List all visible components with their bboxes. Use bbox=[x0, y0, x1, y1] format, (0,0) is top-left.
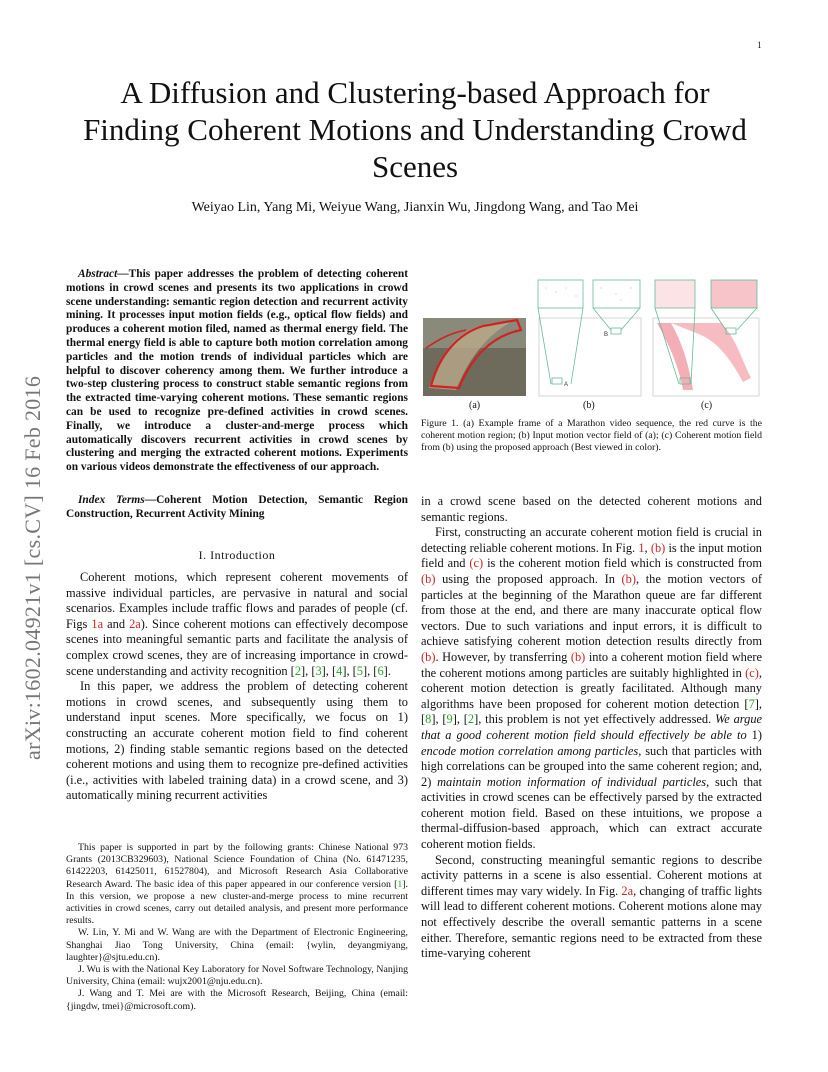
page-number: 1 bbox=[757, 40, 762, 50]
footnotes bbox=[66, 842, 408, 1013]
cite-3[interactable]: 3 bbox=[315, 663, 322, 678]
figure-label-a: (a) bbox=[469, 400, 481, 411]
footnote-msr: J. Wang and T. Mei are with the Microsoft Research, Beijing, China (email: {jingdw, tmei}@microsoft.com). bbox=[66, 988, 408, 1012]
fig-ref-1b[interactable]: (b) bbox=[421, 649, 436, 664]
figure-1 bbox=[421, 278, 762, 398]
footnote-nju: J. Wu is with the National Key Laboratory for Novel Software Technology, Nanjing University, China (email: wujx2001@nju.edu.cn). bbox=[66, 964, 408, 988]
abstract bbox=[66, 268, 408, 475]
index-terms-lead: Index Terms bbox=[78, 494, 145, 506]
fig-ref-1a[interactable]: 1a bbox=[91, 616, 104, 631]
index-terms bbox=[66, 494, 408, 522]
abstract-lead: Abstract bbox=[78, 268, 118, 280]
fig-ref-2a[interactable]: 2a bbox=[129, 616, 141, 631]
marker-b: B bbox=[604, 332, 609, 338]
intro-paragraph-1: Coherent motions, which represent coherent movements of massive individual particles, are pervasive in natural and social scenarios. Examples include traffic flows and parades of people (cf. Figs 1a and 2a). Since coherent motions can effectively decompose scenes into meaningful semantic parts and facilitate the analysis of complex crowd scenes, they are of increasing importance in crowd-scene understanding and activity recognition [2], [3], [4], [5], [6]. bbox=[66, 570, 408, 678]
fig-ref-1c[interactable]: (c) bbox=[469, 556, 484, 571]
paper-title: A Diffusion and Clustering-based Approach for Finding Coherent Motions and Understanding Crowd Scenes bbox=[83, 75, 747, 184]
cite-2[interactable]: 2 bbox=[467, 712, 475, 727]
fig-ref-1b[interactable]: (b) bbox=[421, 571, 436, 586]
figure-1c-coherent-field bbox=[653, 280, 759, 396]
right-paragraph-0: in a crowd scene based on the detected coherent motions and semantic regions. bbox=[421, 494, 762, 524]
section-heading-introduction: I. Introduction bbox=[198, 548, 276, 562]
right-paragraph-1: First, constructing an accurate coherent motion field is crucial in detecting reliable coherent motions. In Fig. 1, (b) is the input motion field and (c) is the coherent motion field which is constructed from (b) using the proposed approach. In (b), the motion vectors of particles at the beginning of the Marathon queue are far different from those at the end, and there are many inaccurate optical flow vectors. Due to such variations and input errors, it is difficult to achieve satisfying coherent motion detection results directly from (b). However, by transferring (b) into a coherent motion field where the coherent motions among particles are suitably highlighted in (c), coherent motion detection is greatly facilitated. Although many algorithms have been proposed for coherent motion detection [7], [8], [9], [2], this problem is not yet effectively addressed. We argue that a good coherent motion field should effectively be able to 1) encode motion correlation among particles, such that particles with high correlations can be grouped into the same coherent region; and, 2) maintain motion information of individual particles, such that activities in crowd scenes can be effectively parsed by the extracted coherent motion field. Based on these intuitions, we propose a thermal-diffusion-based approach, which can extract accurate coherent motion fields. bbox=[421, 525, 763, 852]
author-list: Weiyao Lin, Yang Mi, Weiyue Wang, Jianxin Wu, Jingdong Wang, and Tao Mei bbox=[191, 200, 639, 215]
cite-2[interactable]: 2 bbox=[294, 663, 302, 678]
fig-ref-1[interactable]: 1 bbox=[638, 540, 645, 555]
arxiv-watermark: arXiv:1602.04921v1 [cs.CV] 16 Feb 2016 bbox=[20, 375, 45, 760]
fig-ref-1b[interactable]: (b) bbox=[621, 571, 636, 586]
fig-ref-1b[interactable]: (b) bbox=[570, 649, 586, 664]
figure-1b-input-field bbox=[538, 280, 641, 396]
cite-9[interactable]: 9 bbox=[446, 712, 453, 727]
cite-4[interactable]: 4 bbox=[336, 663, 343, 678]
fig-ref-1c[interactable]: (c) bbox=[745, 665, 759, 680]
abstract-text: —This paper addresses the problem of detecting coherent motions in crowd scenes and presents its two applications in crowd scene understanding: semantic region detection and recurrent activity mining. It processes input motion fields (e.g., optical flow fields) and produces a coherent motion filed, named as thermal energy field. The thermal energy field is able to capture both motion correlation among particles and the motion trends of individual particles which are helpful to discover coherency among them. We further introduce a two-step clustering process to construct stable semantic regions from the extracted time-varying coherent motions. These semantic regions can be used to recognize pre-defined activities in crowd scenes. Finally, we introduce a cluster-and-merge process which automatically discovers recurrent activities in crowd scenes by clustering and merging the extracted coherent motions. Experiments on various videos demonstrate the effectiveness of our approach. bbox=[66, 268, 408, 474]
cite-7[interactable]: 7 bbox=[748, 696, 755, 711]
figure-label-b: (b) bbox=[583, 400, 595, 411]
fig-ref-1b[interactable]: (b) bbox=[650, 540, 666, 555]
figure-1-caption: Figure 1. (a) Example frame of a Marathon video sequence, the red curve is the coherent motion region; (b) Input motion vector field of (a); (c) Coherent motion field from (b) using the proposed approach (Best viewed in color). bbox=[421, 418, 762, 454]
intro-paragraph-2: In this paper, we address the problem of detecting coherent motions in crowd scenes, and subsequently using them to understand input scenes. More specifically, we focus on 1) constructing an accurate coherent motion field to find coherent motions, 2) finding stable semantic regions based on the detected coherent motions and using them to recognize pre-defined activities (i.e., activities with labeled training data) in a crowd scene, and 3) automatically mining recurrent activities bbox=[66, 679, 408, 803]
fig-ref-2a[interactable]: 2a bbox=[621, 883, 634, 898]
cite-5[interactable]: 5 bbox=[356, 663, 363, 678]
index-terms-text: —Coherent Motion Detection, Semantic Region Construction, Recurrent Activity Mining bbox=[66, 494, 408, 520]
footnote-sjtu: W. Lin, Y. Mi and W. Wang are with the Department of Electronic Engineering, Shanghai Jiao Tong University, China (email: {wylin, deyangmiyang, laughter}@sjtu.edu.cn). bbox=[66, 927, 408, 963]
right-column-body bbox=[421, 494, 762, 962]
right-paragraph-2: Second, constructing meaningful semantic regions to describe activity patterns in a scene is also essential. Coherent motions at different times may vary widely. In Fig. 2a, changing of traffic lights will lead to different coherent motions. Coherent motions alone may not effectively describe the overall semantic patterns in a scene either. Therefore, semantic regions need to be extracted from these time-varying coherent bbox=[421, 852, 762, 961]
introduction-body bbox=[66, 570, 408, 804]
figure-1a-photo bbox=[423, 318, 526, 396]
cite-8[interactable]: 8 bbox=[425, 712, 432, 727]
cite-6[interactable]: 6 bbox=[377, 663, 384, 678]
figure-label-c: (c) bbox=[701, 400, 713, 411]
marker-a: A bbox=[564, 382, 569, 388]
footnote-funding: This paper is supported in part by the following grants: Chinese National 973 Grants (2013CB329603), National Science Foundation of China (No. 61471235, 61422203, 61425011, 61527804), and Microsoft Research Asia Collaborative Research Award. The basic idea of this paper appeared in our conference version [1]. In this version, we propose a new cluster-and-merge process to mine recurrent activities in crowd scenes, carry out detailed analysis, and present more performance results. bbox=[66, 842, 408, 927]
cite-1[interactable]: 1 bbox=[397, 878, 403, 890]
